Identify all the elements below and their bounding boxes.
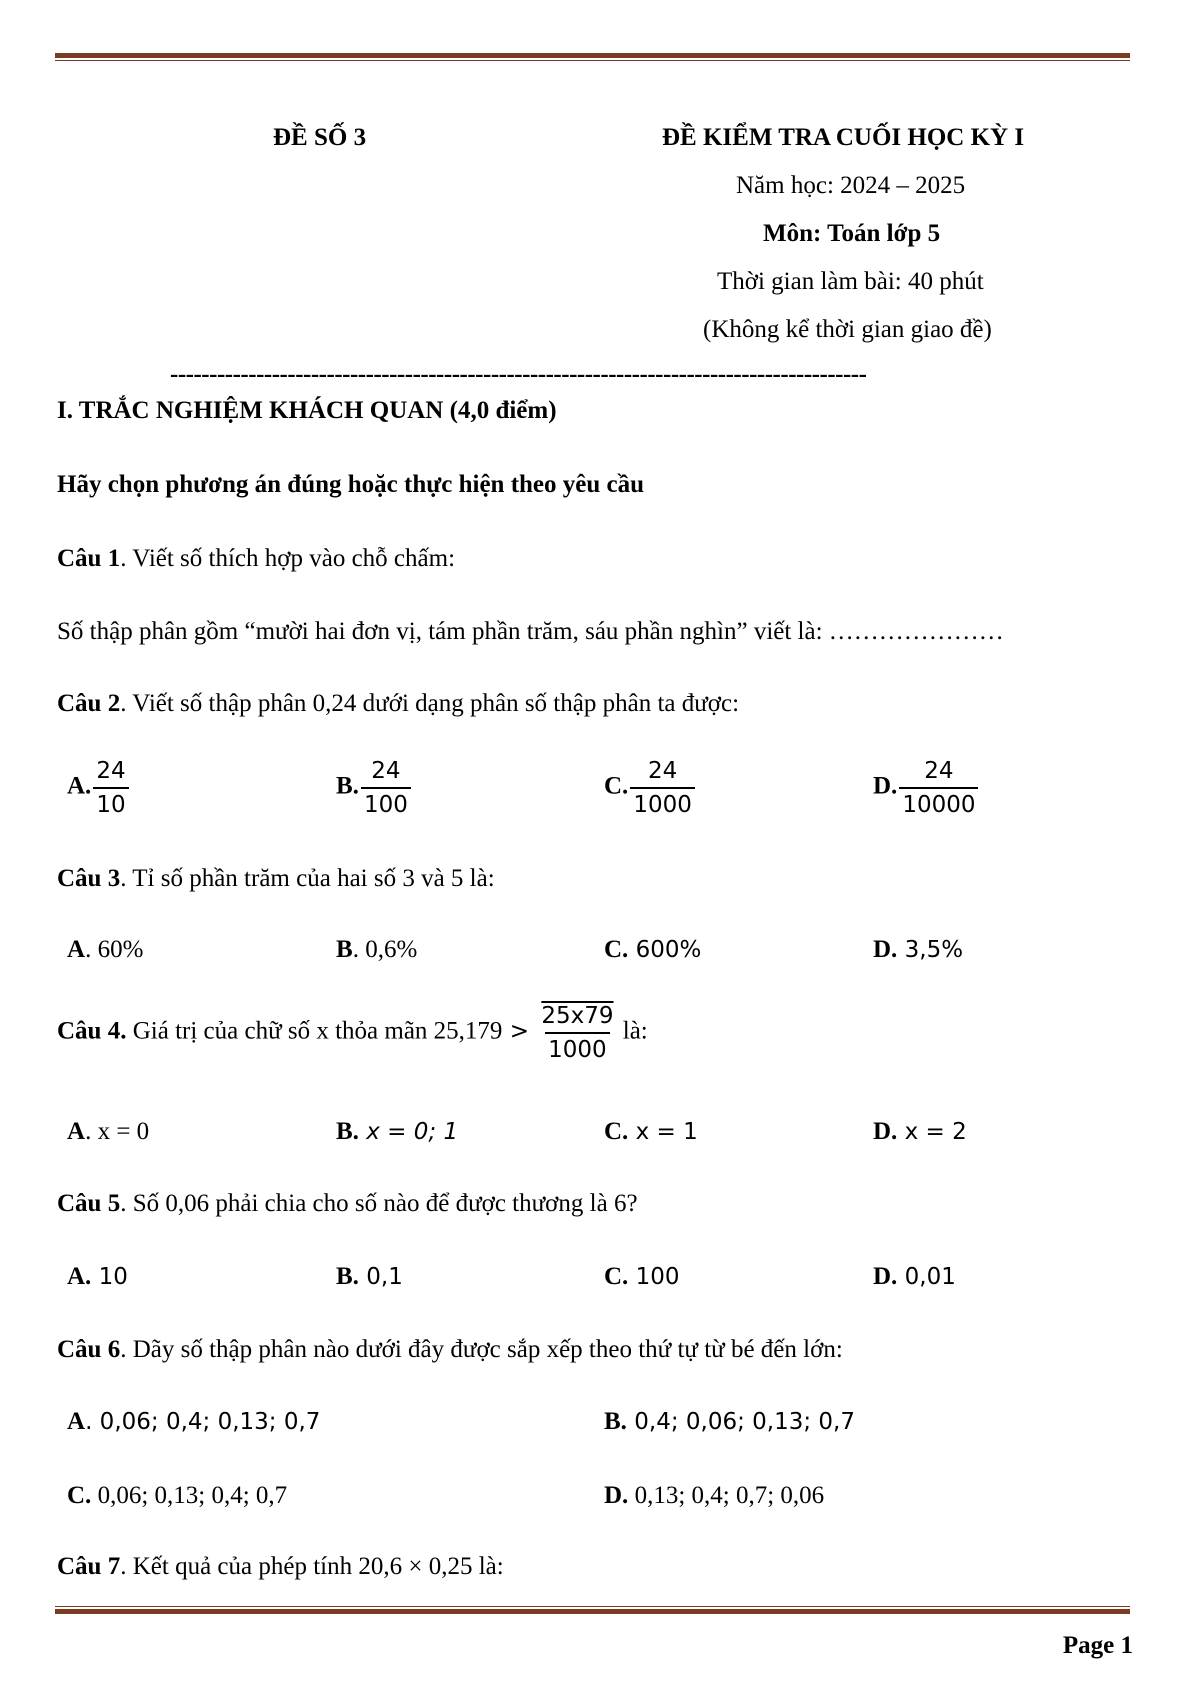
q2-option-c [604,758,695,818]
q6-option-b-label: B. [604,1408,627,1435]
section-instruction: Hãy chọn phương án đúng hoặc thực hiện theo yêu cầu [57,471,645,498]
q3-option-b-label: B [336,936,353,963]
question-1-label: Câu 1 [57,545,121,572]
question-6-text: . Dãy số thập phân nào dưới đây được sắp xếp theo thứ tự từ bé đến lớn: [120,1336,843,1363]
q2-option-c-label: C. [604,772,629,800]
duration: Thời gian làm bài: 40 phút [717,268,984,295]
q2-option-d [873,758,978,818]
note: (Không kể thời gian giao đề) [703,316,992,343]
q4-option-a [67,1118,149,1146]
question-4-num: 25x79 [541,1003,614,1029]
q2-option-b-fraction [361,758,411,818]
question-4-fraction [538,1003,616,1063]
question-2-label: Câu 2 [57,690,121,717]
question-4-den: 1000 [545,1032,610,1063]
q5-option-d-value: 0,01 [897,1264,956,1290]
q6-option-b-value: 0,4; 0,06; 0,13; 0,7 [626,1409,856,1435]
question-1-line: Số thập phân gồm “mười hai đơn vị, tám phần trăm, sáu phần nghìn” viết là: ………………… [57,618,1004,645]
q5-option-b [336,1263,403,1291]
q2-option-c-fraction [630,758,695,818]
question-3 [57,865,495,893]
q5-option-a-value: 10 [91,1264,128,1290]
q4-option-d [873,1118,967,1146]
q3-option-a [67,936,143,964]
q6-option-a [67,1408,320,1436]
q4-option-b-value: x = 0; 1 [358,1119,459,1145]
question-3-label: Câu 3 [57,865,121,892]
question-6 [57,1336,843,1364]
q2-option-b-label: B. [336,772,359,800]
q2-option-b-num: 24 [371,758,401,784]
q2-option-a-den: 10 [93,787,128,818]
question-4-tail: là: [616,1017,648,1045]
question-3-text: . Tỉ số phần trăm của hai số 3 và 5 là: [120,865,495,892]
q6-option-c [67,1482,287,1510]
q6-option-d-value: 0,13; 0,4; 0,7; 0,06 [628,1482,825,1509]
q2-option-d-fraction [899,758,978,818]
q3-option-a-label: A [67,936,86,963]
q6-option-d [604,1482,824,1510]
q3-option-d [873,936,963,964]
page-number: Page 1 [1062,1632,1133,1659]
q5-option-c-label: C. [604,1263,629,1290]
q4-option-a-label: A [67,1118,86,1145]
q4-option-b-label: B. [336,1118,359,1145]
section-title: I. TRẮC NGHIỆM KHÁCH QUAN (4,0 điểm) [57,397,557,424]
q3-option-d-label: D. [873,936,898,963]
q4-option-c [604,1118,698,1146]
q4-option-b [336,1118,458,1146]
q2-option-b-den: 100 [361,787,411,818]
q2-option-a [67,758,129,818]
q4-option-a-value: . x = 0 [85,1118,150,1145]
question-6-label: Câu 6 [57,1336,121,1363]
question-1 [57,545,455,573]
question-1-text: . Viết số thích hợp vào chỗ chấm: [120,545,456,572]
q5-option-b-value: 0,1 [358,1264,403,1290]
question-4 [57,1003,648,1063]
q5-option-d-label: D. [873,1263,898,1290]
question-7-text: . Kết quả của phép tính 20,6 × 0,25 là: [120,1553,504,1580]
separator: ----------------------------------------------------------------------------------------- [170,361,867,388]
top-rule-thick [55,53,1130,58]
question-5 [57,1190,638,1218]
q6-option-a-label: A [67,1408,86,1435]
q2-option-a-label: A. [67,772,92,800]
q6-option-d-label: D. [604,1482,629,1509]
question-5-text: . Số 0,06 phải chia cho số nào để được thương là 6? [120,1190,638,1217]
bottom-rule-thick [55,1609,1130,1614]
q3-option-c-label: C. [604,936,629,963]
q2-option-d-den: 10000 [899,787,978,818]
question-7-label: Câu 7 [57,1553,121,1580]
q5-option-c [604,1263,680,1291]
q2-option-c-num: 24 [647,758,678,784]
bottom-rule-thin [55,1606,1130,1607]
q2-option-d-num: 24 [924,758,954,784]
q6-option-c-label: C. [67,1482,92,1509]
q5-option-c-value: 100 [628,1264,680,1290]
q4-option-d-value: x = 2 [897,1119,967,1145]
q6-option-c-value: 0,06; 0,13; 0,4; 0,7 [91,1482,288,1509]
q5-option-a [67,1263,128,1291]
exam-number: ĐỀ SỐ 3 [273,124,367,151]
q3-option-c-value: 600% [628,937,702,963]
q2-option-b [336,758,411,818]
q4-option-c-value: x = 1 [628,1119,698,1145]
top-rule-thin [55,60,1130,61]
q5-option-b-label: B. [336,1263,359,1290]
question-4-text: Giá trị của chữ số x thỏa mãn 25,179 [126,1017,503,1045]
q2-option-d-label: D. [873,772,898,800]
question-2-text: . Viết số thập phân 0,24 dưới dạng phân số thập phân ta được: [120,690,740,717]
q6-option-b [604,1408,855,1436]
question-5-label: Câu 5 [57,1190,121,1217]
q4-option-c-label: C. [604,1118,629,1145]
q3-option-b-value: . 0,6% [352,936,418,963]
subject: Môn: Toán lớp 5 [763,220,941,247]
question-4-label: Câu 4. [57,1017,127,1045]
question-4-gt: > [502,1018,537,1045]
q5-option-d [873,1263,956,1291]
exam-title: ĐỀ KIỂM TRA CUỐI HỌC KỲ I [662,124,1025,151]
q2-option-c-den: 1000 [630,787,695,818]
question-7 [57,1553,504,1581]
school-year: Năm học: 2024 – 2025 [736,172,966,199]
q3-option-a-value: . 60% [85,936,144,963]
q5-option-a-label: A. [67,1263,92,1290]
q3-option-c [604,936,701,964]
q3-option-b [336,936,417,964]
q6-option-a-value: . 0,06; 0,4; 0,13; 0,7 [85,1409,321,1435]
q2-option-a-fraction [93,758,128,818]
q4-option-d-label: D. [873,1118,898,1145]
q3-option-d-value: 3,5% [897,937,964,963]
q2-option-a-num: 24 [96,758,126,784]
question-2 [57,690,739,718]
